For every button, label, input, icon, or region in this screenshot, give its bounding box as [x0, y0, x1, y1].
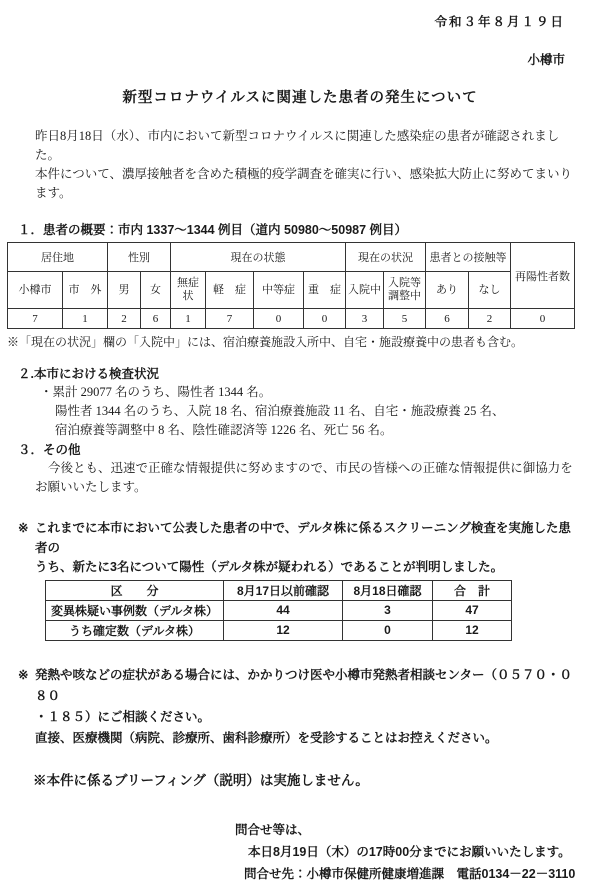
table-cell: 7: [8, 309, 63, 329]
delta-note-line: これまでに本市において公表した患者の中で、デルタ株に係るスクリーニング検査を実施した患者の: [35, 521, 571, 555]
subheader-severe: 重 症: [304, 272, 346, 309]
table-cell: 変異株疑い事例数（デルタ株）: [46, 600, 224, 620]
table-cell: うち確定数（デルタ株）: [46, 620, 224, 640]
asterisk-marker: ※: [18, 667, 29, 682]
table-cell: 6: [426, 309, 469, 329]
table-cell: 12: [224, 620, 343, 640]
intro-line: 昨日8月18日（水）、市内において新型コロナウイルスに関連した感染症の患者が確認されました。: [35, 129, 560, 162]
section3-heading: ３．その他: [18, 443, 81, 457]
asterisk-marker: ※: [18, 521, 29, 535]
delta-variant-table: [45, 580, 512, 641]
fever-note-line: ・１８５）にご相談ください。: [35, 709, 211, 724]
subheader-moderate: 中等症: [254, 272, 304, 309]
delta-screening-note: [18, 519, 580, 578]
section3-line: お願いいたします。: [35, 480, 147, 494]
patient-summary-table: [7, 242, 575, 329]
header-contact: 患者との接触等: [426, 243, 511, 272]
header-residence: 居住地: [8, 243, 108, 272]
table-cell: 6: [141, 309, 171, 329]
subheader-outside-city: 市 外: [63, 272, 108, 309]
subheader-pending: 入院等調整中: [384, 272, 426, 309]
subheader-contact-no: なし: [469, 272, 511, 309]
fever-consultation-note: [18, 665, 580, 749]
delta-header-total: 合 計: [433, 580, 512, 600]
header-status: 現在の状況: [346, 243, 426, 272]
delta-table-header-row: [46, 580, 512, 600]
section2-line: 陽性者 1344 名のうち、入院 18 名、宿泊療養施設 11 名、自宅・施設療養 25 名、: [55, 404, 505, 418]
contact-info: [235, 819, 600, 885]
header-sex: 性別: [108, 243, 171, 272]
contact-line: 問合せ先：小樽市保健所健康増進課 電話0134－22－3110: [244, 866, 576, 881]
table-sub-header-row: [8, 272, 575, 309]
delta-table-row: [46, 600, 512, 620]
section1-heading: １．患者の概要：市内 1337～1344 例目（道内 50980～50987 例目）: [18, 223, 408, 237]
subheader-female: 女: [141, 272, 171, 309]
table-group-header-row: [8, 243, 575, 272]
contact-line: 問合せ等は、: [235, 822, 311, 837]
delta-header-category: 区 分: [46, 580, 224, 600]
section2-line: 宿泊療養等調整中 8 名、陰性確認済等 1226 名、死亡 56 名。: [55, 423, 393, 437]
table-cell: 44: [224, 600, 343, 620]
section2-heading: ２.本市における検査状況: [18, 367, 159, 381]
table-cell: 1: [171, 309, 206, 329]
subheader-contact-yes: あり: [426, 272, 469, 309]
table-cell: 0: [511, 309, 575, 329]
delta-note-line: うち、新たに3名について陽性（デルタ株が疑われる）であることが判明しました。: [35, 560, 504, 574]
fever-note-line: 発熱や咳などの症状がある場合には、かかりつけ医や小樽市発熱者相談センター（０５７０・０８０: [35, 667, 573, 703]
table-cell: 0: [254, 309, 304, 329]
table-cell: 3: [343, 600, 433, 620]
subheader-asymptomatic: 無症状: [171, 272, 206, 309]
document-title: 新型コロナウイルスに関連した患者の発生について: [122, 90, 478, 106]
fever-note-line: 直接、医療機関（病院、診療所、歯科診療所）を受診することはお控えください。: [35, 730, 498, 745]
subheader-hospitalized: 入院中: [346, 272, 384, 309]
briefing-note: ※本件に係るブリーフィング（説明）は実施しません。: [33, 772, 369, 788]
delta-table-row: [46, 620, 512, 640]
delta-header-aug18: 8月18日確認: [343, 580, 433, 600]
table1-footnote: ※「現在の状況」欄の「入院中」には、宿泊療養施設入所中、自宅・施設療養中の患者も含む。: [7, 335, 524, 349]
header-condition: 現在の状態: [171, 243, 346, 272]
subheader-otaru: 小樽市: [8, 272, 63, 309]
table-cell: 12: [433, 620, 512, 640]
contact-line: 本日8月19日（木）の17時00分までにお願いいたします。: [248, 844, 571, 859]
table-cell: 0: [304, 309, 346, 329]
intro-line: 本件について、濃厚接触者を含めた積極的疫学調査を確実に行い、感染拡大防止に努めてまいります。: [35, 167, 573, 200]
section3-line: 今後とも、迅速で正確な情報提供に努めますので、市民の皆様への正確な情報提供に御協力を: [48, 461, 573, 475]
section2-line: ・累計 29077 名のうち、陽性者 1344 名。: [40, 385, 272, 399]
table-cell: 5: [384, 309, 426, 329]
subheader-male: 男: [108, 272, 141, 309]
intro-paragraph: [35, 127, 574, 203]
delta-header-before-aug17: 8月17日以前確認: [224, 580, 343, 600]
table-cell: 2: [469, 309, 511, 329]
table-cell: 0: [343, 620, 433, 640]
document-date: 令和３年８月１９日: [434, 15, 565, 29]
table-cell: 3: [346, 309, 384, 329]
issuer-name: 小樽市: [527, 53, 565, 67]
header-repositive: 再陽性者数: [511, 243, 575, 309]
table-cell: 1: [63, 309, 108, 329]
table-data-row: [8, 309, 575, 329]
table-cell: 2: [108, 309, 141, 329]
subheader-mild: 軽 症: [206, 272, 254, 309]
table-cell: 7: [206, 309, 254, 329]
table-cell: 47: [433, 600, 512, 620]
